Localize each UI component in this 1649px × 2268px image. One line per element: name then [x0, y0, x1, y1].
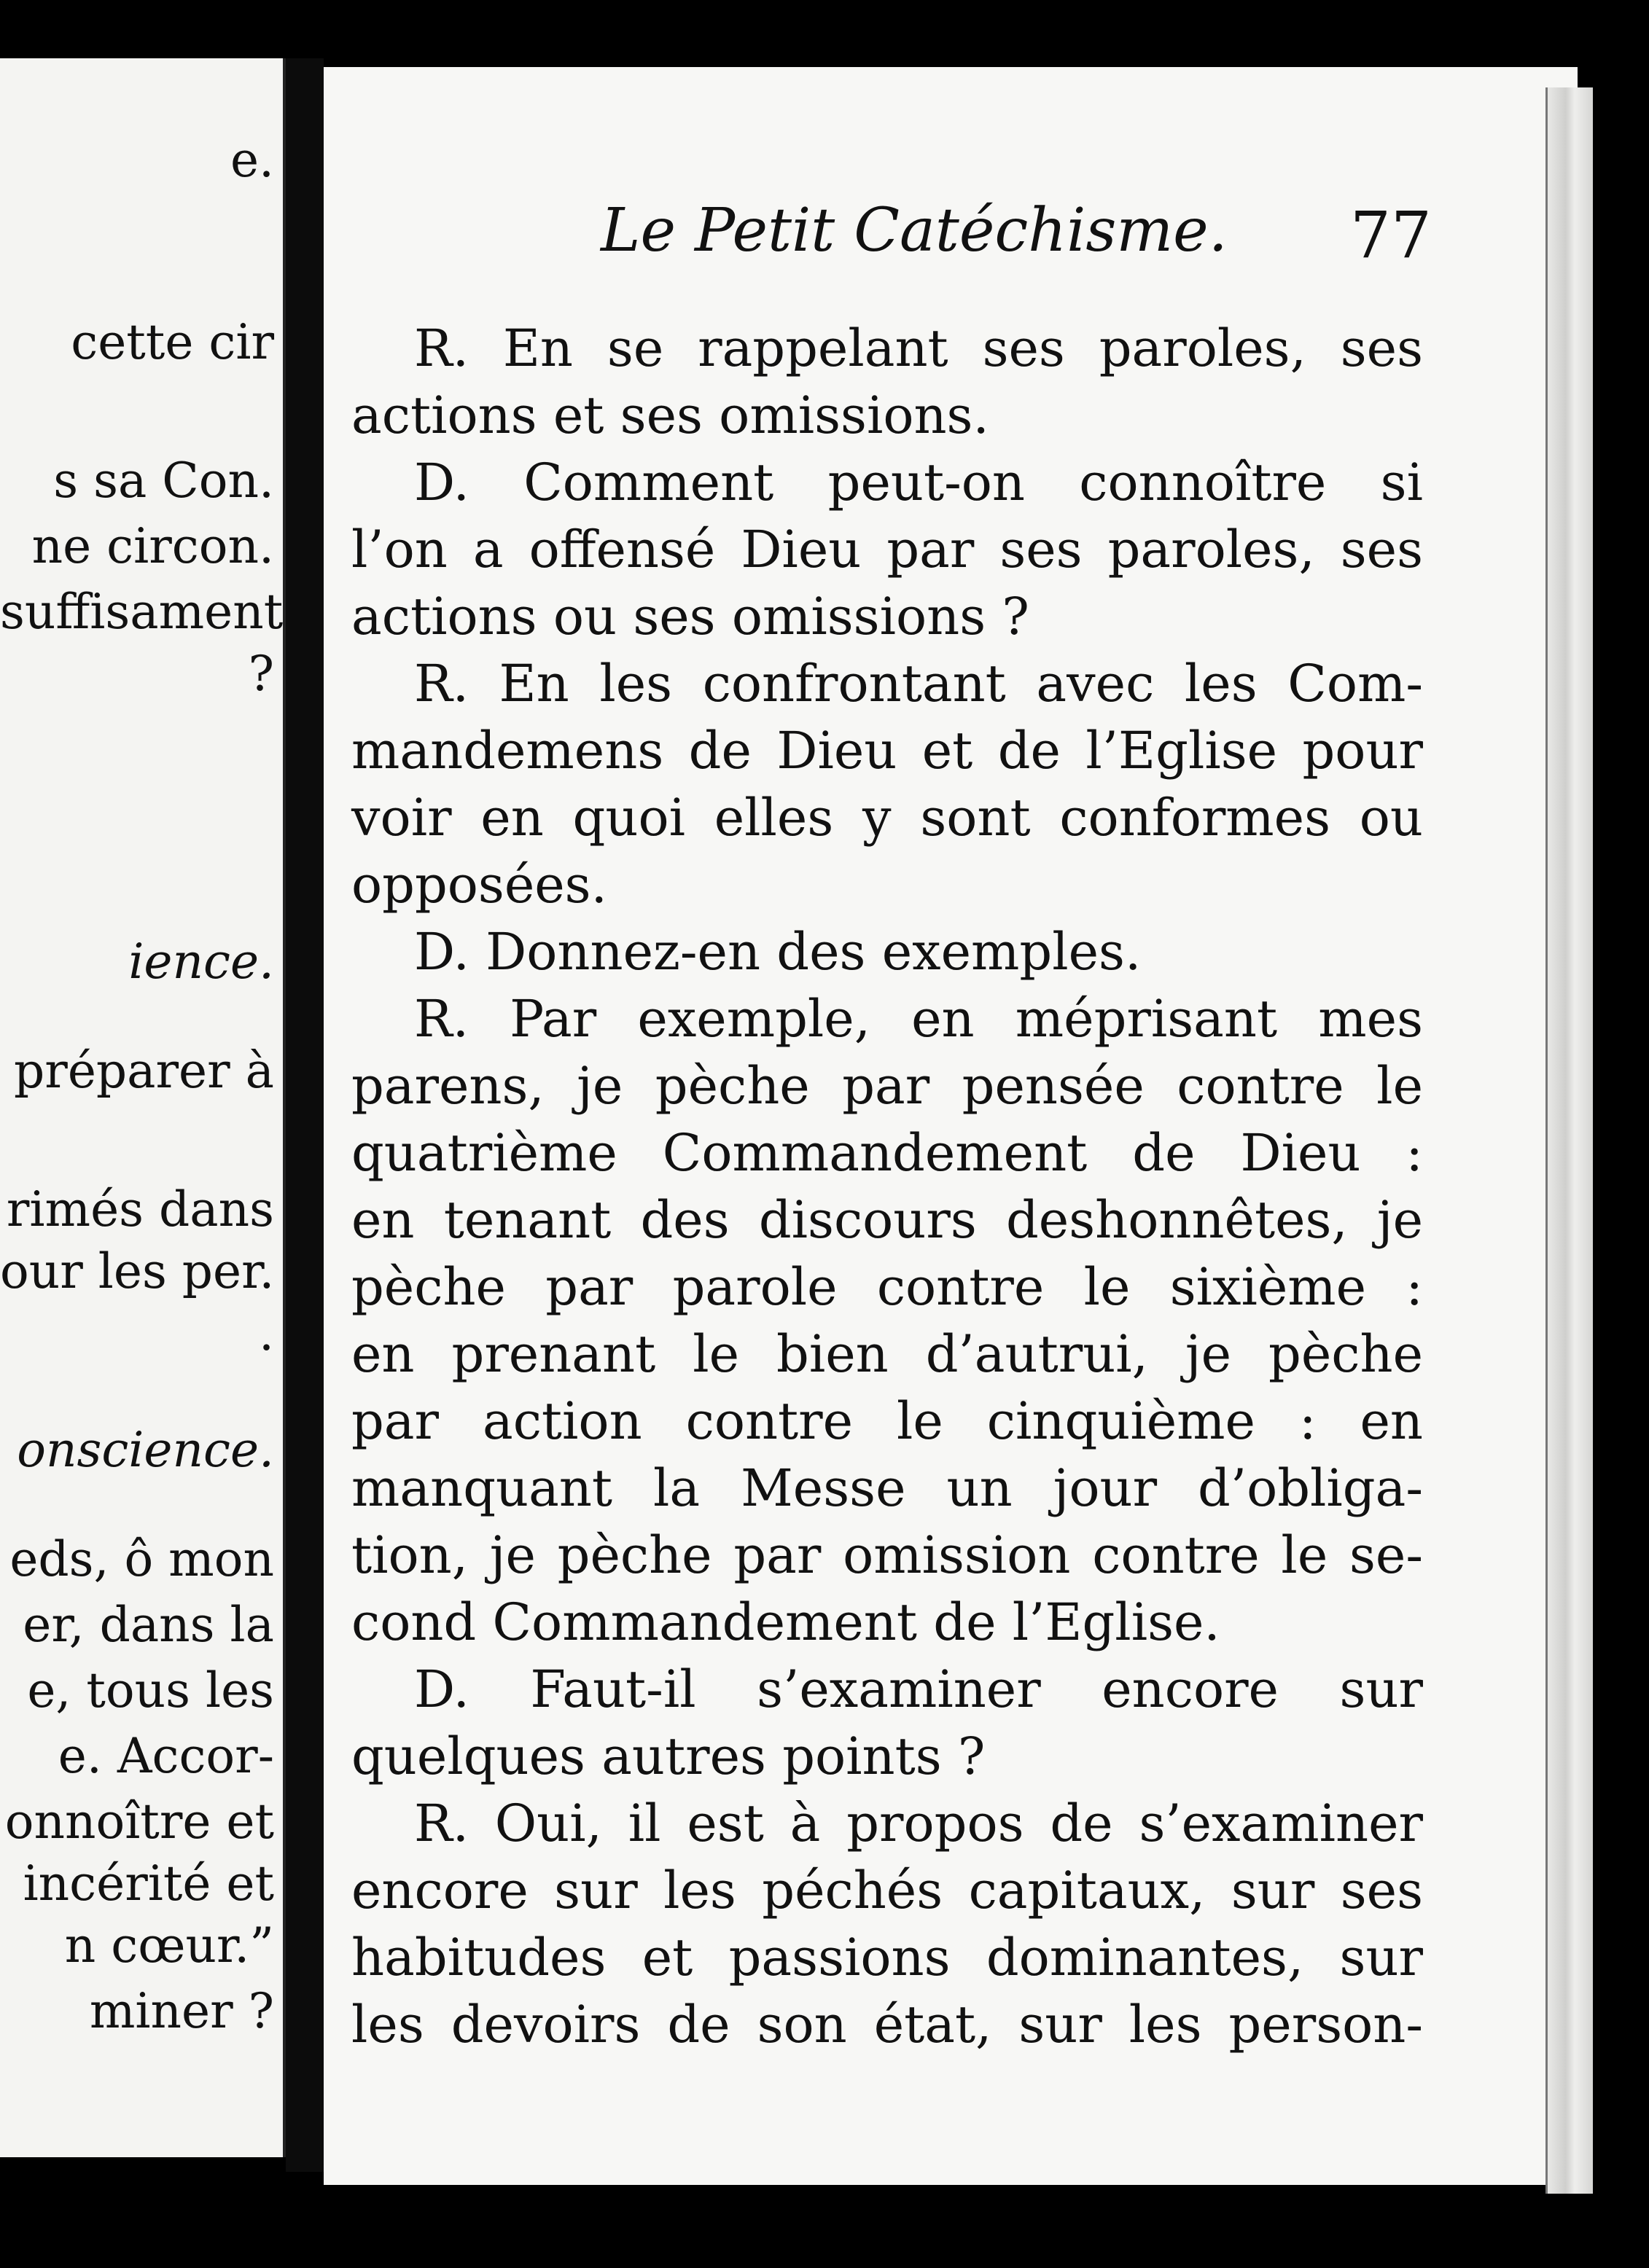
text-line: R. En se rappelant ses paroles, ses [414, 318, 1423, 378]
text-line: l’on a offensé Dieu par ses paroles, ses [351, 520, 1423, 579]
text-line: mandemens de Dieu et de l’Eglise pour [351, 721, 1423, 781]
running-title: Le Petit Catéchisme. [601, 196, 1228, 265]
left-page-line: ne circon. [31, 518, 274, 574]
text-line: par action contre le cinquième : en [351, 1391, 1423, 1451]
left-page-line: rimés dans [6, 1181, 274, 1237]
book-spine [286, 58, 324, 2172]
text-line: encore sur les péchés capitaux, sur ses [351, 1861, 1423, 1920]
text-line: quelques autres points ? [351, 1727, 986, 1786]
text-line: R. Oui, il est à propos de s’examiner [414, 1794, 1423, 1853]
text-line: D. Comment peut-on connoître si [414, 453, 1423, 512]
text-line: manquant la Messe un jour d’obliga- [351, 1458, 1423, 1518]
text-line: D. Faut-il s’examiner encore sur [414, 1659, 1423, 1719]
text-line: quatrième Commandement de Dieu : [351, 1123, 1423, 1183]
left-page-line: our les per. [0, 1243, 275, 1299]
left-page [0, 58, 286, 2157]
text-line: pèche par parole contre le sixième : [351, 1257, 1423, 1317]
left-page-line: préparer à [14, 1043, 274, 1099]
left-page-line: . [259, 1305, 274, 1361]
text-line: actions ou ses omissions ? [351, 587, 1029, 646]
left-page-line: s sa Con. [53, 453, 274, 509]
page-number: 77 [1350, 198, 1432, 273]
text-line: parens, je pèche par pensée contre le [351, 1056, 1423, 1116]
text-line: actions et ses omissions. [351, 386, 989, 445]
text-line: cond Commandement de l’Eglise. [351, 1592, 1220, 1652]
text-line: D. Donnez-en des exemples. [414, 922, 1142, 982]
text-line: voir en quoi elles y sont conformes ou [351, 788, 1423, 848]
text-line: R. En les confrontant avec les Com- [414, 654, 1423, 713]
left-page-line: ience. [128, 934, 274, 990]
left-page-line: n cœur.” [64, 1917, 274, 1974]
left-page-line: ? [248, 646, 274, 702]
text-line: opposées. [351, 855, 607, 915]
left-page-line: onscience. [17, 1422, 274, 1478]
left-page-line: e. Accor- [58, 1728, 274, 1784]
left-page-line: er, dans la [23, 1597, 274, 1653]
left-page-line: miner ? [89, 1983, 274, 2039]
text-line: tion, je pèche par omission contre le se- [351, 1525, 1423, 1585]
page-edge [1545, 87, 1593, 2194]
text-line: les devoirs de son état, sur les person- [351, 1995, 1423, 2054]
left-page-line: cette cir [71, 314, 274, 370]
left-page-line: incérité et [23, 1856, 274, 1912]
left-page-line: eds, ô mon [9, 1531, 274, 1587]
text-line: en prenant le bien d’autrui, je pèche [351, 1324, 1423, 1384]
text-line: habitudes et passions dominantes, sur [351, 1928, 1423, 1987]
left-page-line: suffisament [0, 584, 284, 640]
left-page-line: onnoître et [4, 1794, 274, 1850]
text-line: R. Par exemple, en méprisant mes [414, 989, 1423, 1049]
left-page-line: e. [230, 132, 274, 188]
left-page-line: e, tous les [27, 1662, 274, 1718]
right-page [324, 67, 1578, 2185]
text-line: en tenant des discours deshonnêtes, je [351, 1190, 1423, 1250]
body-text [351, 315, 1423, 2058]
page-header [601, 191, 1432, 271]
